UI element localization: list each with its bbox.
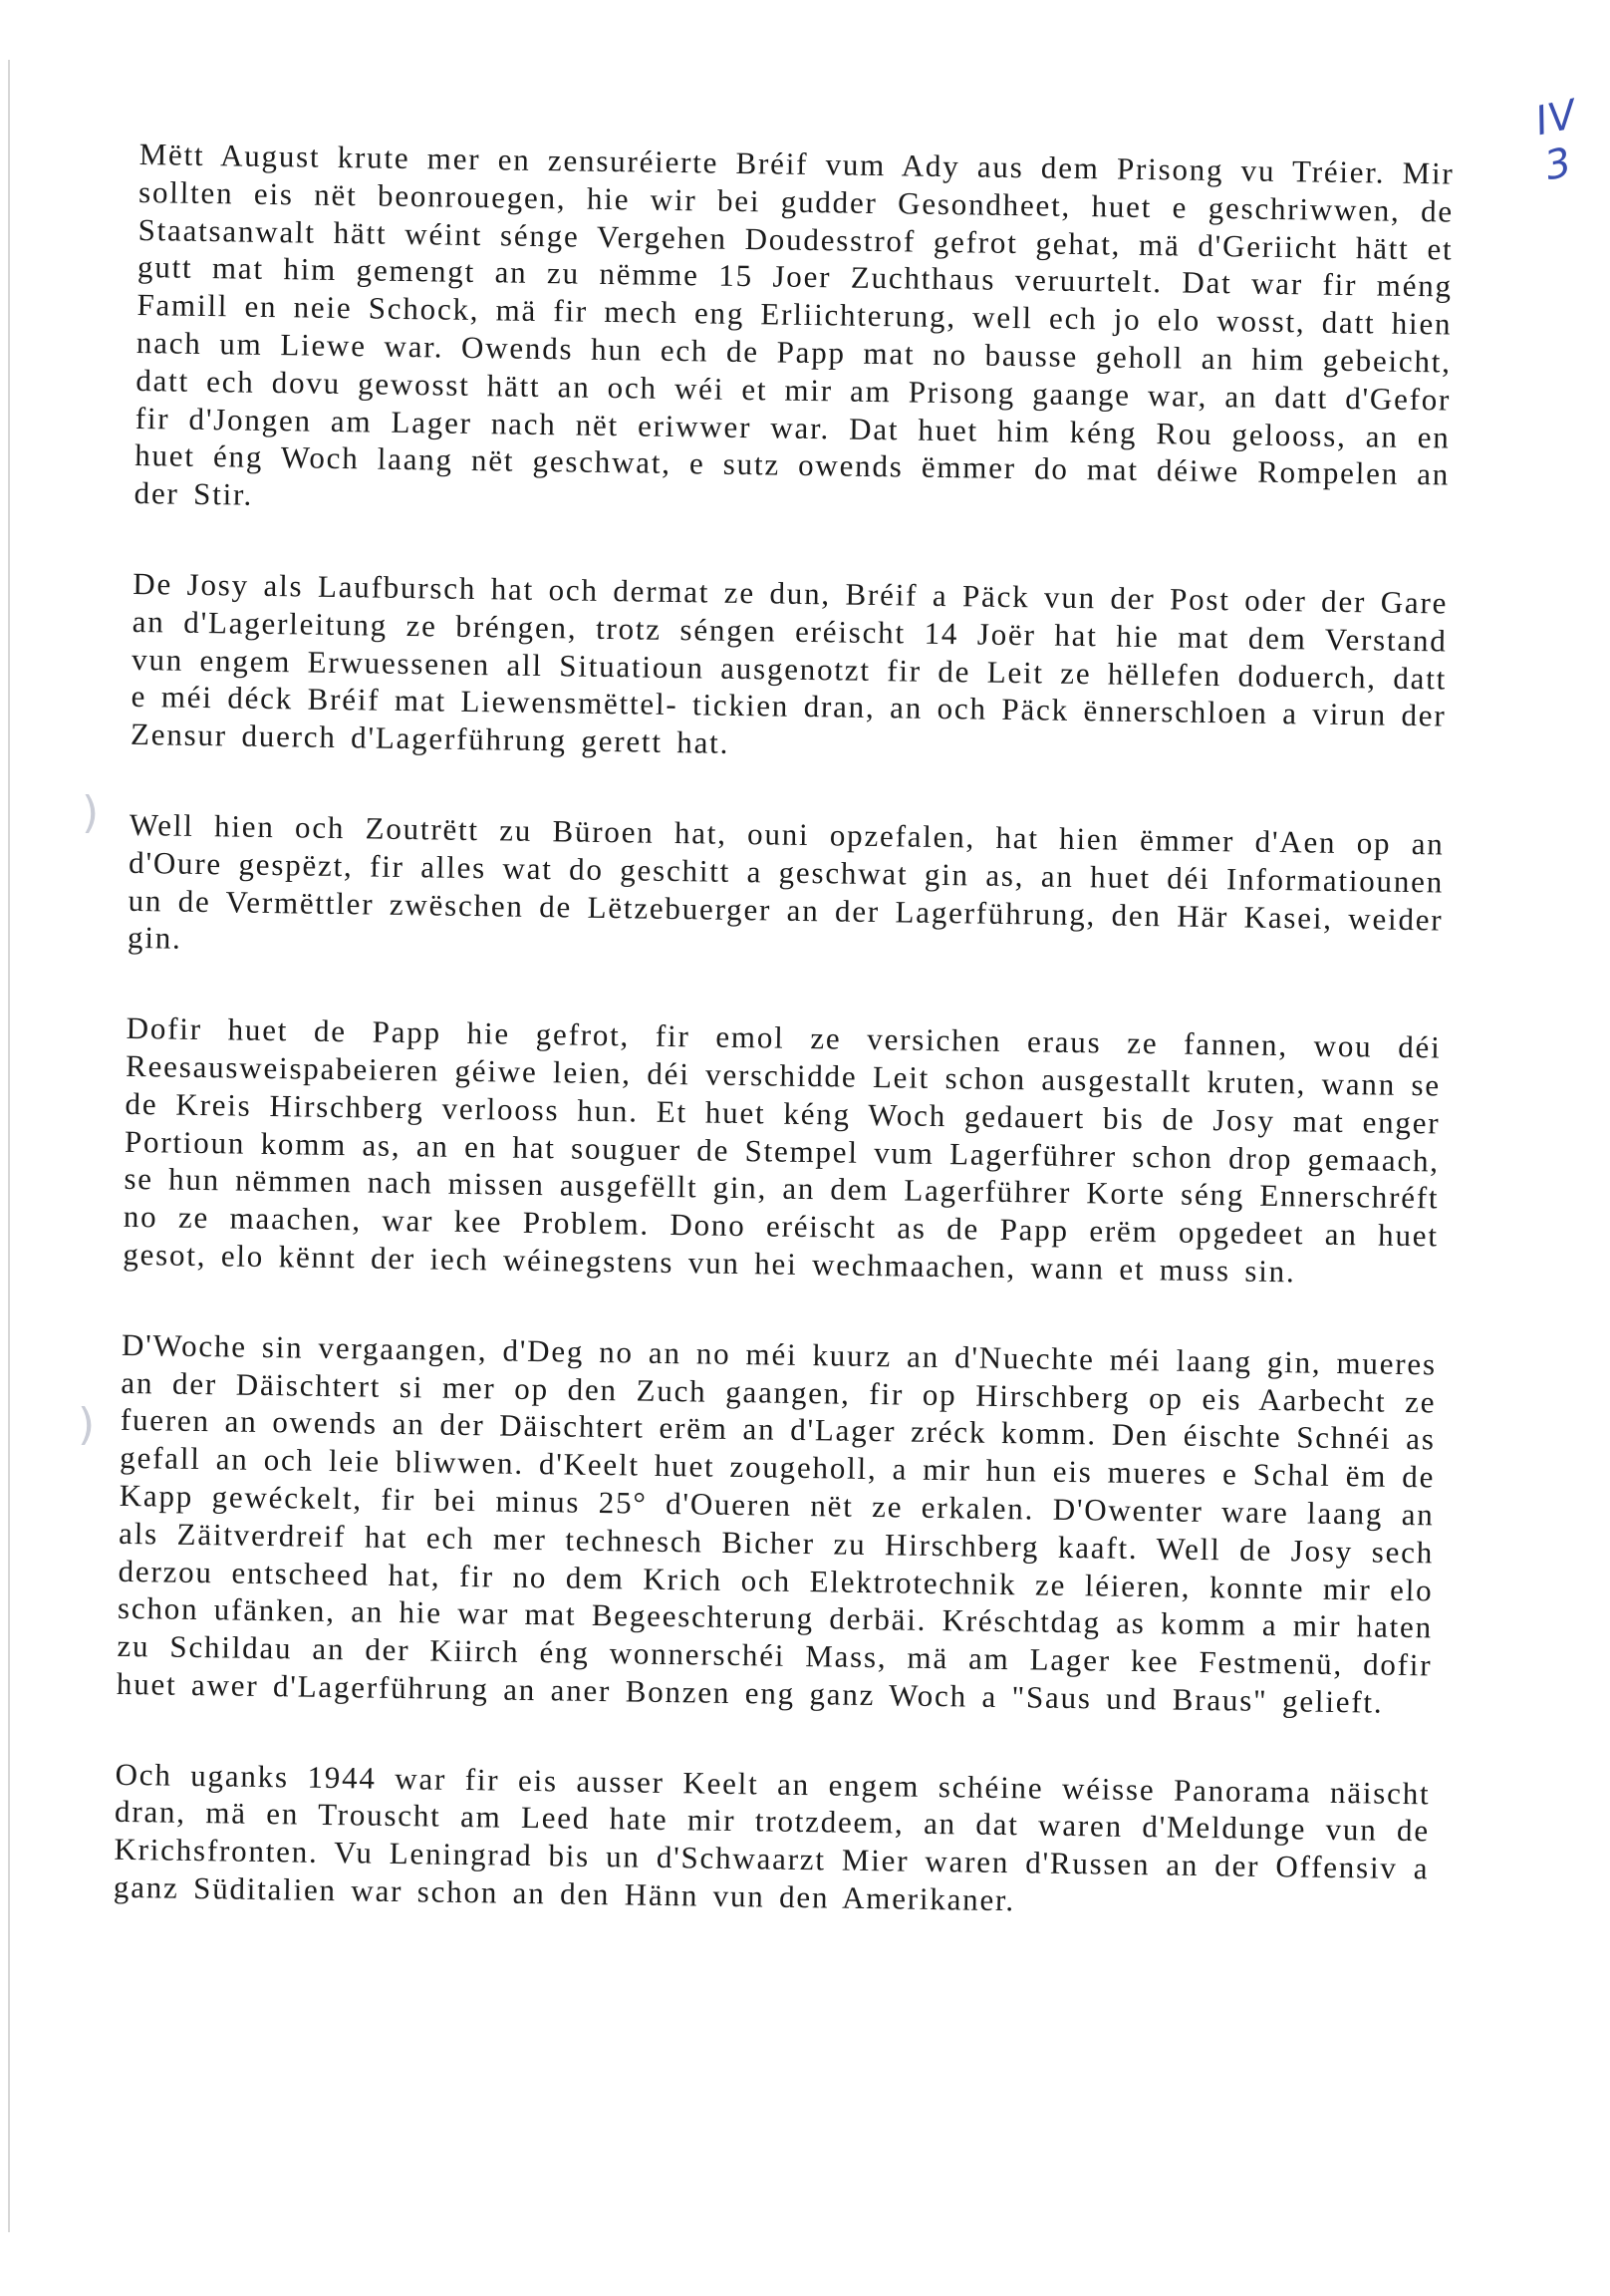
margin-bracket-mark: ) xyxy=(82,787,100,838)
paragraph: Och uganks 1944 war fir eis ausser Keelt an engem schéine wéisse Panorama näischt dran, mä en Trouscht am Leed hate mir trotzdeem, an dat waren d'Meldunge vun de Krichsfronten. Vu Leningrad bis un d'Schwaarzt Mier waren d'Russen an der Offensiv a ganz Süditalien war schon an den Hänn vun den Amerikaner. xyxy=(113,1756,1431,1918)
paragraph: Well hien och Zoutrëtt zu Büroen hat, ouni opzefalen, hat hien ëmmer d'Aen op an d'Oure gespëzt, fir alles wat do geschitt a geschwat gin as, an huet déi Informatiounen un de Vermëttler zwëschen de Lëtzebuerger an der Lagerführung, den Här Kasei, weider gin. xyxy=(127,806,1445,957)
paragraph: De Josy als Laufbursch hat och dermat ze dun, Bréif a Päck vun der Post oder der Gare an d'Lagerleitung ze bréngen, trotz séngen eréischt 14 Joër hat hie mat dem Verstand vun engem Erwuessenen all Situatioun ausgenotzt fir de Leit ze hëllefen doduerch, datt e méi déck Bréif mat Liewensmëttel- tickien dran, an och Päck ënnerschloen a virun der Zensur duerch d'Lagerführung gerett hat. xyxy=(130,565,1449,761)
paragraph: Dofir huet de Papp hie gefrot, fir emol ze versichen eraus ze fannen, wou déi Reesausweispabeieren géiwe leien, déi verschidde Leit schon ausgestallt kruten, wann se de Kreis Hirschberg verlooss hun. Et huet kéng Woch gedauert bis de Josy mat enger Portioun komm as, an en hat souguer de Stempel vum Lagerführer schon drop gemaach, se hun nëmmen nach missen ausgefëllt gin, an dem Lagerführer Korte séng Ennerschréft no ze maachen, war kee Problem. Dono eréischt as de Papp erëm opgedeet an huet gesot, elo kënnt der iech wéinegstens vun hei wechmaachen, wann et muss sin. xyxy=(123,1010,1442,1290)
paragraph: Mëtt August krute mer en zensuréierte Bréif vum Ady aus dem Prisong vu Tréier. Mir sollten eis nët beonrouegen, hie wir bei gudder Gesondheet, huet e geschriwwen, de Staatsanwalt hätt wéint sénge Vergehen Doudesstrof gefrot gehat, mä d'Geriicht hätt et gutt mat him gemengt an zu nëmme 15 Joer Zuchthaus veruurtelt. Dat war fir méng Famill en neie Schock, mä fir mech eng Erliichterung, well ech jo elo wosst, datt hien nach um Liewe war. Owends hun ech de Papp mat no bausse geholl an him gebeicht, datt ech dovu gewosst hätt an och wéi et mir am Prisong gaange war, an datt d'Gefor fir d'Jongen am Lager nach nët eriwwer war. Dat huet him kéng Rou gelooss, an en huet éng Woch laang nët geschwat, e sutz owends ëmmer do mat déiwe Rompelen an der Stir. xyxy=(134,136,1455,512)
scan-edge-line xyxy=(8,60,10,2232)
margin-bracket-mark: ) xyxy=(78,1399,96,1450)
handwritten-page-number: IV 3 xyxy=(1531,91,1582,190)
typed-text-body xyxy=(114,136,1455,1925)
paragraph: D'Woche sin vergaangen, d'Deg no an no méi kuurz an d'Nuechte méi laang gin, mueres an der Däischtert si mer op den Zuch gaangen, fir op Hirschberg op eis Aarbecht ze fueren an owends an der Däischtert erëm an d'Lager zréck komm. Den éischte Schnéi as gefall an och leie bliwwen. d'Keelt huet zougeholl, a mir hun eis mueres e Schal ëm de Kapp gewéckelt, fir bei minus 25° d'Oueren nët ze erkalen. D'Owenter ware laang an als Zäitverdreif hat ech mer technesch Bicher zu Hirschberg kaaft. Well de Josy sech derzou entscheed hat, fir no dem Krich och Elektrotechnik ze léieren, konnte mir elo schon ufänken, an hie war mat Begeeschterung derbäi. Kréschtdag as komm a mir haten zu Schildau an der Kiirch éng wonnerschéi Mass, mä am Lager kee Festmenü, dofir huet awer d'Lagerführung an aner Bonzen eng ganz Woch a "Saus und Braus" gelieft. xyxy=(116,1326,1438,1720)
